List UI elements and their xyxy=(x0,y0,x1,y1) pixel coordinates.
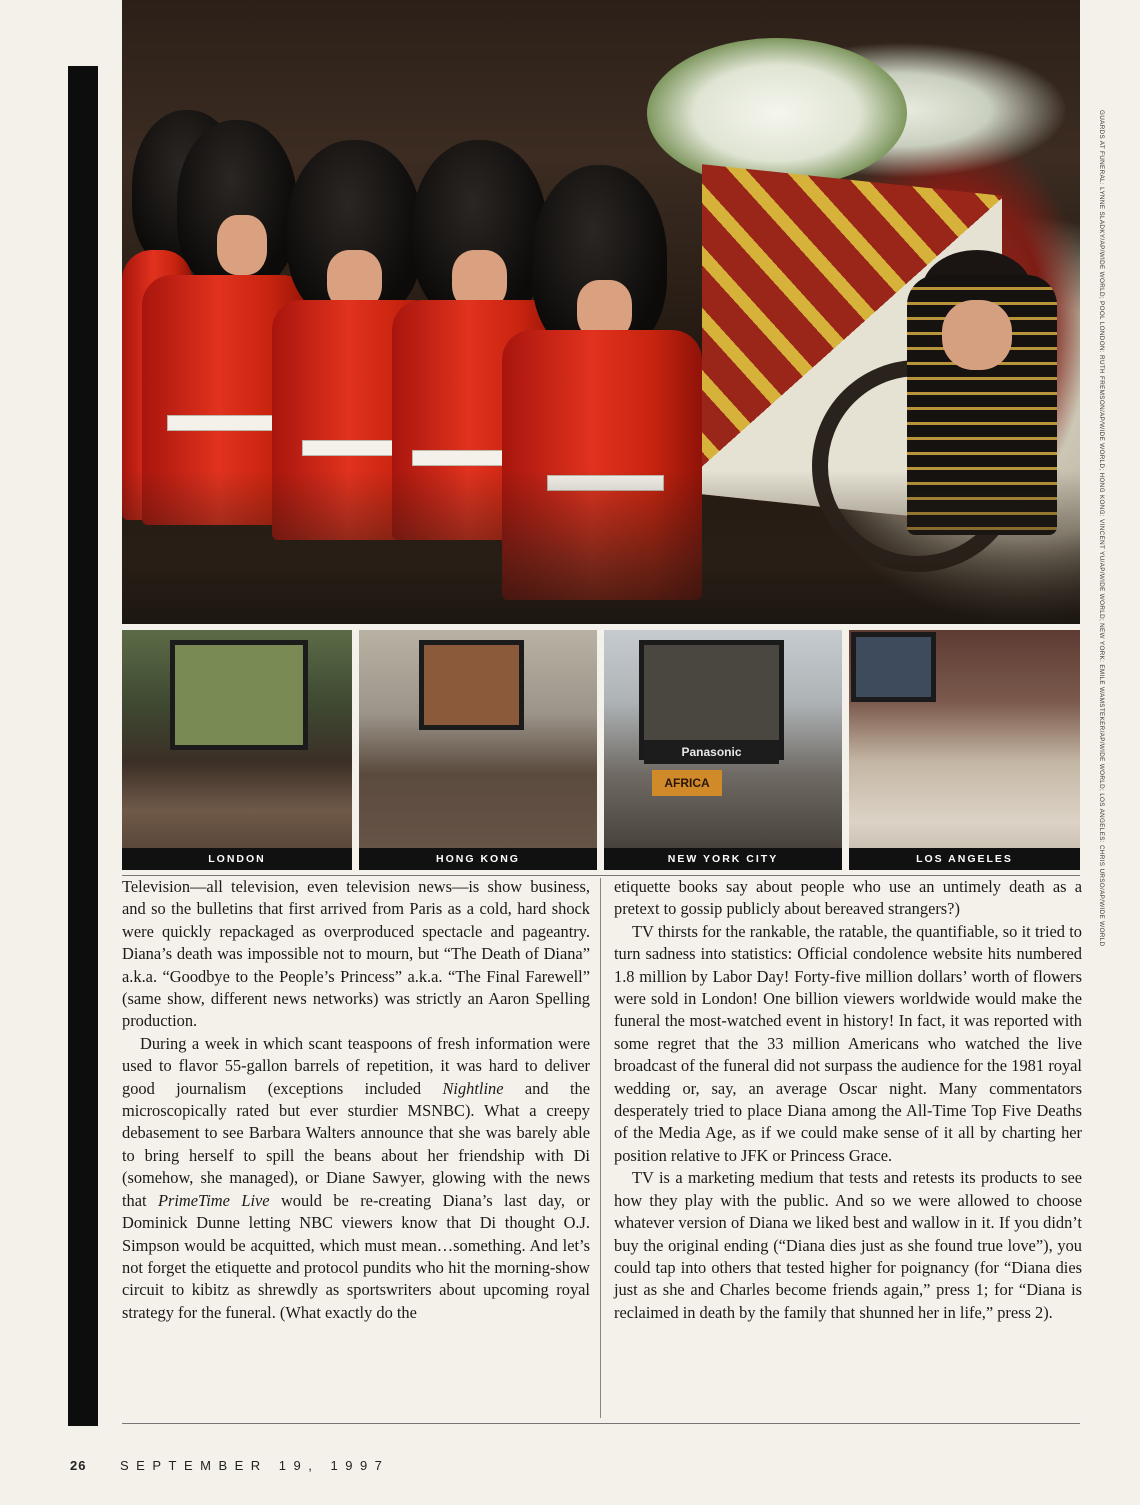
black-margin-bar xyxy=(68,66,98,1426)
caption-los-angeles: LOS ANGELES xyxy=(849,848,1080,870)
crowd-foreground xyxy=(122,470,1080,624)
guard-face xyxy=(217,215,267,275)
paragraph-2-text-a: During a week in which scant teaspoons of fresh information were used to flavor 55-gallon barrels of repetition, it was hard to deliver good journalism (exceptions included xyxy=(122,1033,590,1098)
los-angeles-photo xyxy=(849,630,1080,870)
paragraph-4: TV is a marketing medium that tests and retests its products to see how they play with the public. And so we were allowed to choose whatever version of Diana we liked best and wallow in it. If you didn’t buy the original ending (“Diana dies just as she found true love”), you could tap into others that tested higher for poignancy (for “Diana dies just as she and Charles become friends again,” press 1; for “Diana is reclaimed in death by the family that shunned her in life,” press 2). xyxy=(614,1168,1082,1322)
panasonic-sign: Panasonic xyxy=(644,740,779,764)
hussar-face xyxy=(942,300,1012,370)
caption-hong-kong: HONG KONG xyxy=(359,848,597,870)
paragraph-3: TV thirsts for the rankable, the ratable, the quantifiable, so it tried to turn sadness into statistics: Official condolence website hits numbered 1.8 million by Labor Day! Forty-five million dollars’ worth of flowers were sold in London! One billion viewers worldwide would make the funeral the most-watched event in history! In fact, it was reported with some regret that the 33 million Americans who watched the live broadcast of the funeral did not surpass the audience for the 1981 royal wedding or, say, an average Oscar night. Many commentators desperately tried to place Diana among the All-Time Top Five Deaths of the Media Age, as if we could make sense of it all by charting her position relative to JFK or Princess Grace. xyxy=(614,921,1082,1165)
primetime-live-title: PrimeTime Live xyxy=(157,1190,270,1210)
funeral-guards-photo xyxy=(122,0,1080,624)
nightline-title: Nightline xyxy=(442,1078,504,1098)
big-screen xyxy=(170,640,308,750)
issue-date: SEPTEMBER 19, 1997 xyxy=(120,1458,390,1473)
caption-new-york: NEW YORK CITY xyxy=(604,848,842,870)
paragraph-2-continued: etiquette books say about people who use an untimely death as a pretext to gossip publicly about bereaved strangers?) xyxy=(614,877,1082,919)
paragraph-2-text-c: would be re-creating Diana’s last day, or Dominick Dunne letting NBC viewers know that Di thought O.J. Simpson would be acquitted, which must mean…something. And let’s not forget the etiquette and protocol pundits who hit the morning-show circuit to kibitz as shrewdly as sportswriters about upcoming royal strategy for the funeral. (What exactly do the xyxy=(122,1190,590,1322)
paragraph-1: Television—all television, even television news—is show business, and so the bulletins that first arrived from Paris as a cold, hard shock were quickly repackaged as overproduced spectacle and pageantry. Diana’s death was impossible not to mourn, but “The Death of Diana” a.k.a. “Goodbye to the People’s Princess” a.k.a. “The Final Farewell” (same show, different news networks) was strictly an Aaron Spelling production. xyxy=(122,877,590,1031)
photo-credit: GUARDS AT FUNERAL: LYNNE SLADKY/AP/WIDE WORLD; POOL LONDON: RUTH FREMSON/AP/WIDE WORLD; HONG KONG: VINCENT YU/AP/WIDE WORLD; NEW YORK: EMILE WAMSTEKER/AP/WIDE WORLD; LOS ANGELES: CHRIS URSO/AP/WIDE WORLD xyxy=(1098,110,1105,947)
africa-sign: AFRICA xyxy=(652,770,722,796)
column-divider xyxy=(600,878,601,1418)
paragraph-2 xyxy=(122,1033,590,1324)
article-column-left xyxy=(122,876,590,1324)
rule-bottom xyxy=(122,1423,1080,1424)
paragraph-2-text-b: and the microscopically rated but ever sturdier MSNBC). What a creepy debasement to see Barbara Walters announce that she was barely able to bring herself to spill the beans about her friendship with Di (somehow, she managed), or Diane Sawyer, glowing with the news that xyxy=(122,1078,590,1210)
big-screen xyxy=(419,640,524,730)
page-number: 26 xyxy=(70,1458,87,1473)
new-york-photo xyxy=(604,630,842,870)
coffin-flowers xyxy=(647,38,907,188)
tv-screen xyxy=(851,632,936,702)
caption-london: LONDON xyxy=(122,848,352,870)
hong-kong-photo xyxy=(359,630,597,870)
article-column-right xyxy=(614,876,1082,1324)
london-photo xyxy=(122,630,352,870)
